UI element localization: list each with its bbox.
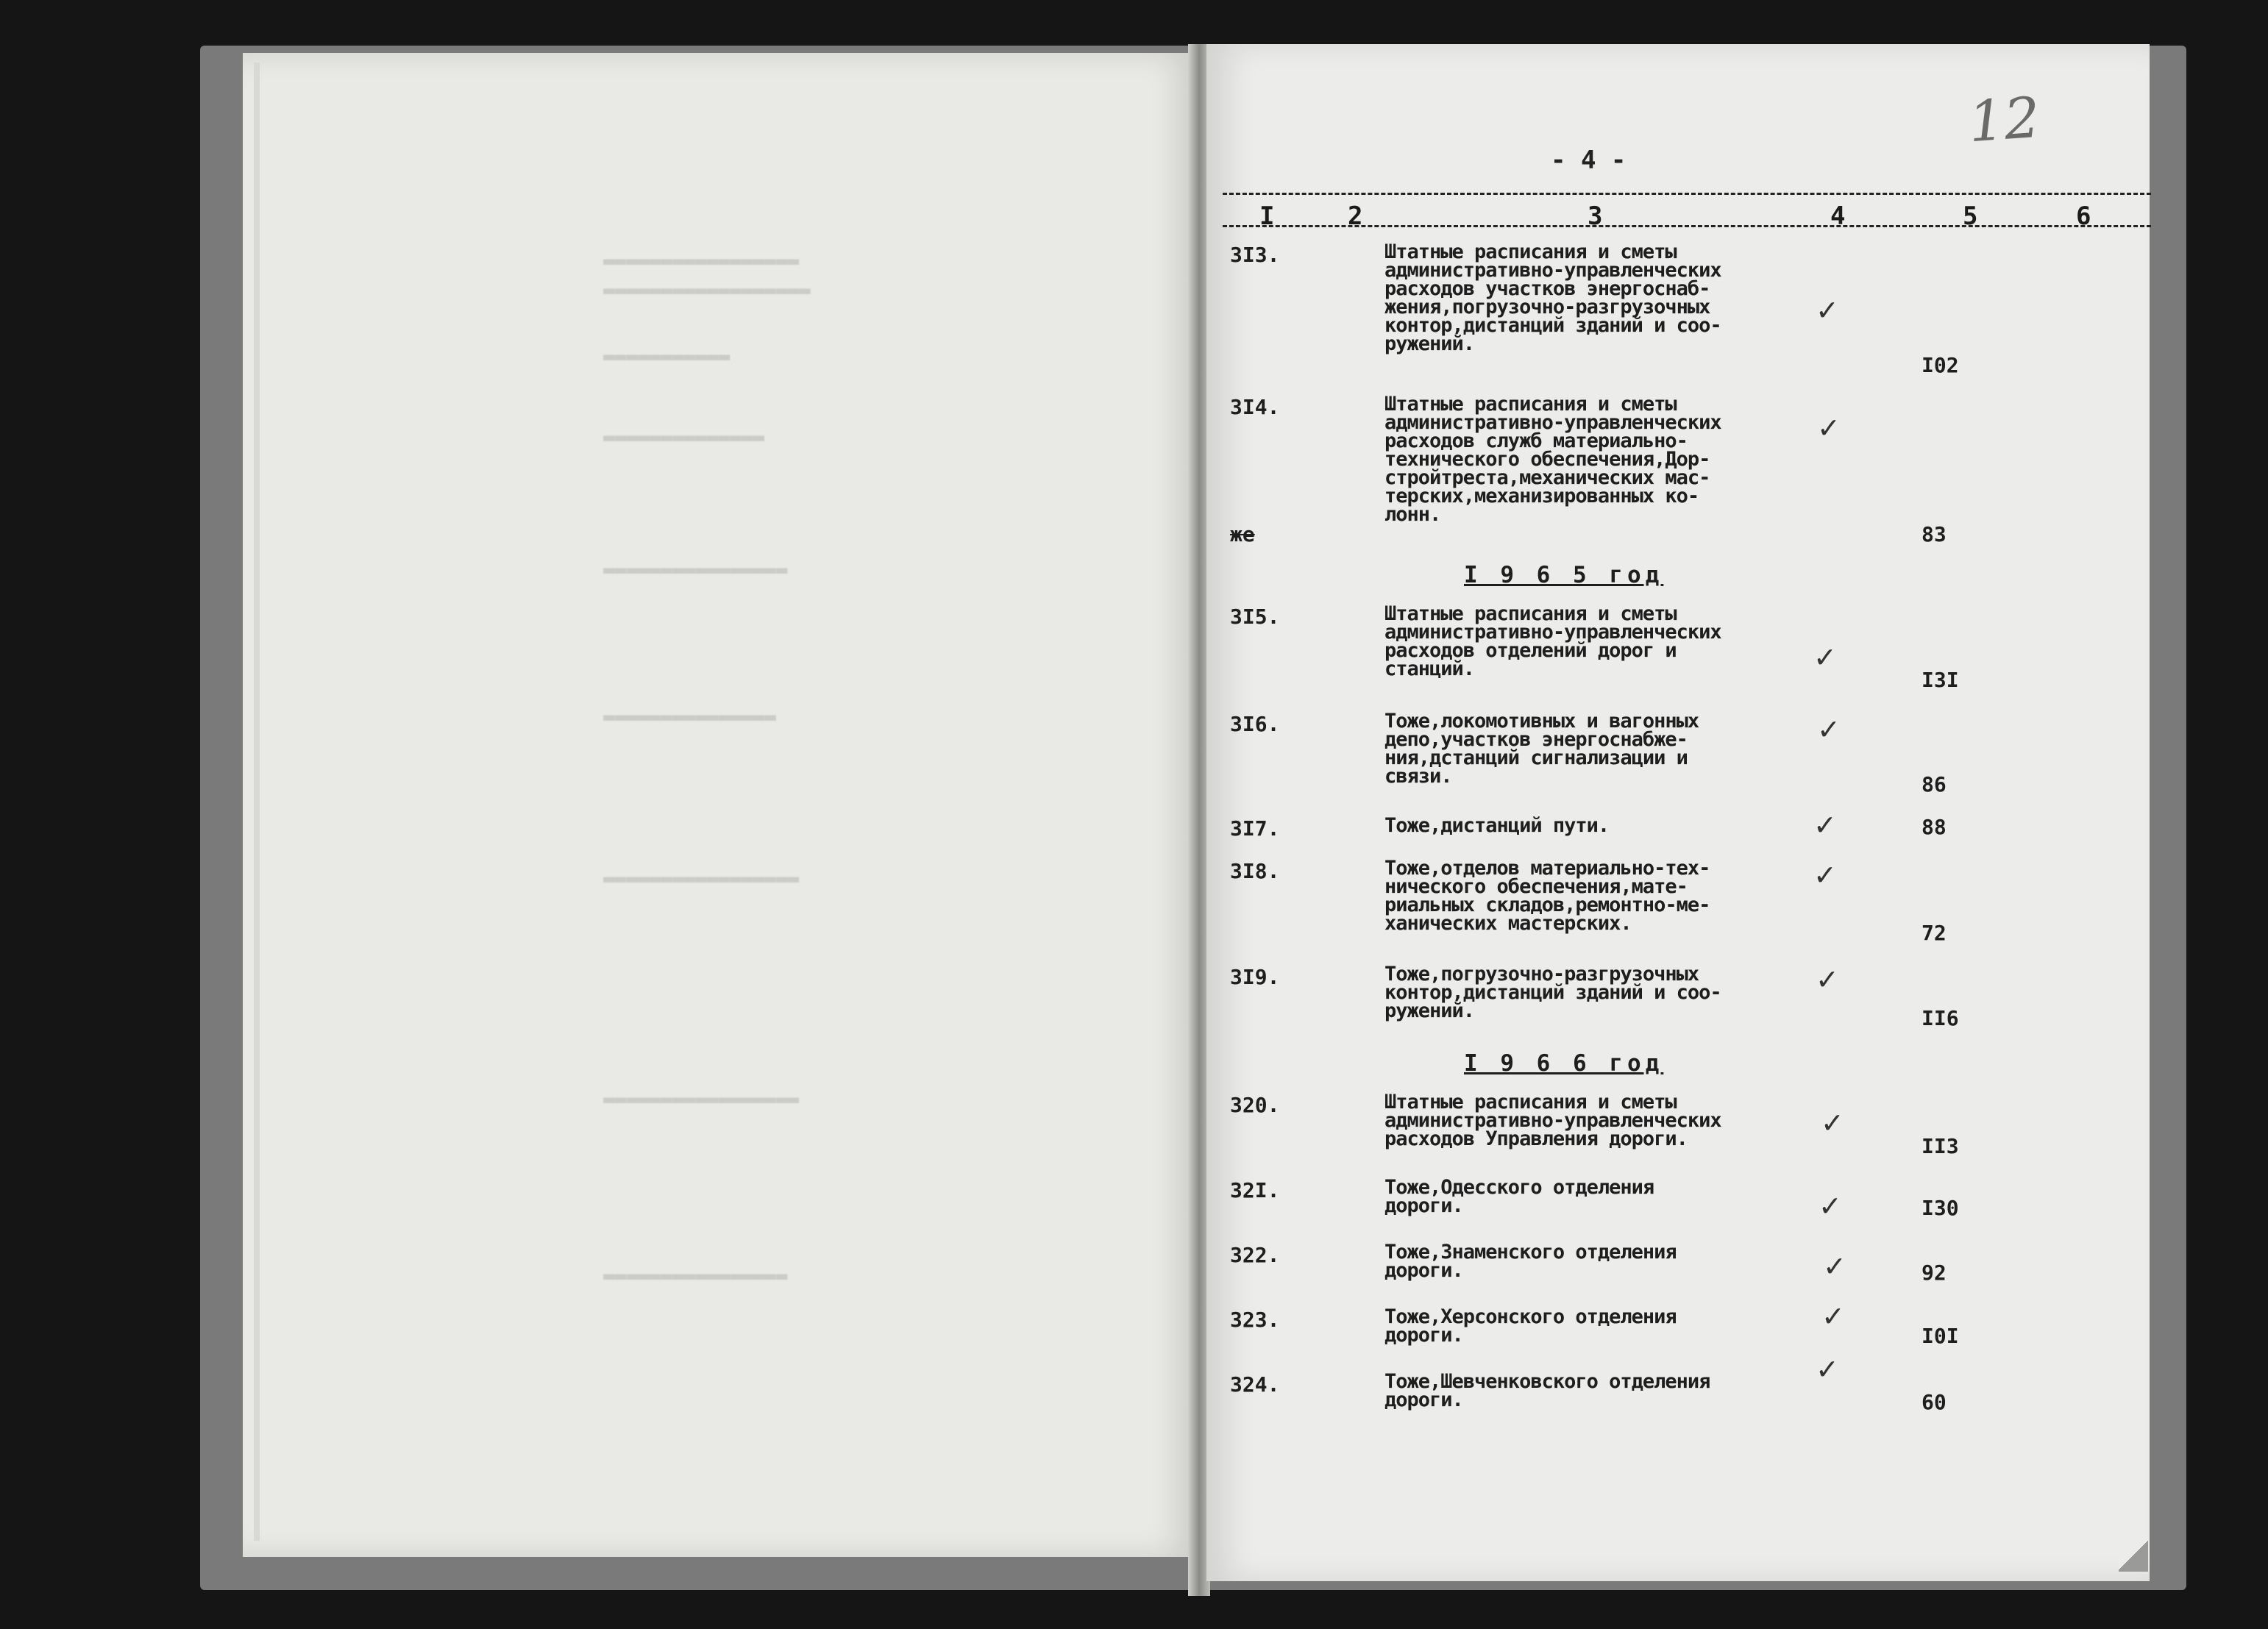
- show-through-block-3: ▬▬▬▬▬▬▬▬▬▬▬: [603, 346, 730, 368]
- entry-number: 3I4.: [1230, 395, 1280, 419]
- check-mark-icon: ✓: [1813, 859, 1837, 891]
- entry-sheet-count: 86: [1922, 772, 1947, 796]
- entry-title: Штатные расписания и сметы административно-управленческих расходов участков энергоснаб- жения,погрузочно-разгрузочных контор,дистанций зданий и соо- ружений.: [1384, 240, 1721, 355]
- entry-title: Штатные расписания и сметы административно-управленческих расходов отделений дорог и станций.: [1384, 602, 1721, 680]
- show-through-block-9: ▬▬▬▬▬▬▬▬▬▬▬▬▬▬▬▬: [603, 1265, 788, 1287]
- column-header-2: 2: [1348, 202, 1363, 231]
- entry-sheet-count: I0I: [1922, 1324, 1959, 1348]
- column-header-4: 4: [1830, 202, 1846, 231]
- entry-title: Тоже,локомотивных и вагонных депо,участков энергоснабже- ния,дстанций сигнализации и связи.: [1384, 710, 1699, 788]
- column-header-6: 6: [2076, 202, 2091, 231]
- page-number: - 4 -: [1551, 146, 1627, 175]
- check-mark-icon: ✓: [1823, 1250, 1846, 1283]
- entry-number: 3I5.: [1230, 605, 1280, 629]
- check-mark-icon: ✓: [1817, 412, 1841, 444]
- folio-number: 12: [1966, 84, 2042, 155]
- entry-sheet-count: II6: [1922, 1006, 1959, 1030]
- entry-number: 3I6.: [1230, 712, 1280, 736]
- entry-sheet-count: I3I: [1922, 668, 1959, 692]
- entry-sheet-count: I02: [1922, 353, 1959, 377]
- entry-number: 3I3.: [1230, 243, 1280, 267]
- entry-sheet-count: II3: [1922, 1134, 1959, 1158]
- entry-sheet-count: 83: [1922, 522, 1947, 546]
- entry-number: 323.: [1230, 1308, 1280, 1332]
- check-mark-icon: ✓: [1813, 809, 1837, 841]
- year-heading-1965: I 9 6 5 год: [1464, 562, 1664, 588]
- entry-sheet-count: I30: [1922, 1196, 1959, 1220]
- check-mark-icon: ✓: [1821, 1300, 1845, 1333]
- column-header-1: I: [1259, 202, 1275, 231]
- ditto-mark: же: [1230, 522, 1255, 546]
- left-page-show-through: [243, 53, 1199, 1557]
- show-through-block-7: ▬▬▬▬▬▬▬▬▬▬▬▬▬▬▬▬▬: [603, 868, 800, 890]
- check-mark-icon: ✓: [1817, 713, 1841, 746]
- left-page-edge: [254, 63, 260, 1541]
- entry-sheet-count: 92: [1922, 1261, 1947, 1285]
- check-mark-icon: ✓: [1813, 641, 1837, 674]
- entry-number: 324.: [1230, 1372, 1280, 1397]
- entry-title: Тоже,Знаменского отделения дороги.: [1384, 1241, 1677, 1282]
- entry-number: 3I7.: [1230, 816, 1280, 841]
- check-mark-icon: ✓: [1821, 1107, 1844, 1139]
- entry-title: Тоже,отделов материально-тех- нического обеспечения,мате- риальных складов,ремонтно-ме- ханических мастерских.: [1384, 857, 1710, 935]
- show-through-block-5: ▬▬▬▬▬▬▬▬▬▬▬▬▬▬▬▬: [603, 559, 788, 581]
- entry-title: Тоже,Шевченковского отделения дороги.: [1384, 1370, 1710, 1411]
- header-rule-top: [1223, 193, 2151, 195]
- entry-title: Тоже,погрузочно-разгрузочных контор,дистанций зданий и соо- ружений.: [1384, 963, 1721, 1022]
- page-corner-fold: [2119, 1539, 2148, 1572]
- entry-sheet-count: 88: [1922, 815, 1947, 839]
- check-mark-icon: ✓: [1816, 1353, 1839, 1386]
- entry-title: Тоже,дистанций пути.: [1384, 814, 1610, 837]
- show-through-block-6: ▬▬▬▬▬▬▬▬▬▬▬▬▬▬▬: [603, 706, 776, 728]
- column-header-3: 3: [1588, 202, 1603, 231]
- entry-number: 322.: [1230, 1243, 1280, 1267]
- check-mark-icon: ✓: [1819, 1190, 1842, 1222]
- show-through-block-8: ▬▬▬▬▬▬▬▬▬▬▬▬▬▬▬▬▬: [603, 1088, 800, 1111]
- entry-sheet-count: 60: [1922, 1390, 1947, 1414]
- column-header-5: 5: [1963, 202, 1978, 231]
- check-mark-icon: ✓: [1816, 294, 1839, 327]
- entry-number: 3I9.: [1230, 965, 1280, 989]
- entry-title: Тоже,Одесского отделения дороги.: [1384, 1176, 1654, 1217]
- entry-number: 3I8.: [1230, 859, 1280, 883]
- entry-title: Штатные расписания и сметы административно-управленческих расходов служб материально- технического обеспечения,Дор- стройтреста,механических мас- терских,механизированных ко- лонн.: [1384, 393, 1721, 526]
- entry-number: 32I.: [1230, 1178, 1280, 1202]
- year-heading-1966: I 9 6 6 год: [1464, 1050, 1664, 1077]
- entry-number: 320.: [1230, 1093, 1280, 1117]
- show-through-block-1: ▬▬▬▬▬▬▬▬▬▬▬▬▬▬▬▬▬: [603, 250, 800, 272]
- show-through-block-4: ▬▬▬▬▬▬▬▬▬▬▬▬▬▬: [603, 427, 765, 449]
- show-through-block-2: ▬▬▬▬▬▬▬▬▬▬▬▬▬▬▬▬▬▬: [603, 279, 811, 302]
- entry-sheet-count: 72: [1922, 921, 1947, 945]
- entry-title: Тоже,Херсонского отделения дороги.: [1384, 1305, 1677, 1347]
- entry-title: Штатные расписания и сметы административно-управленческих расходов Управления дороги.: [1384, 1091, 1721, 1150]
- check-mark-icon: ✓: [1816, 963, 1839, 996]
